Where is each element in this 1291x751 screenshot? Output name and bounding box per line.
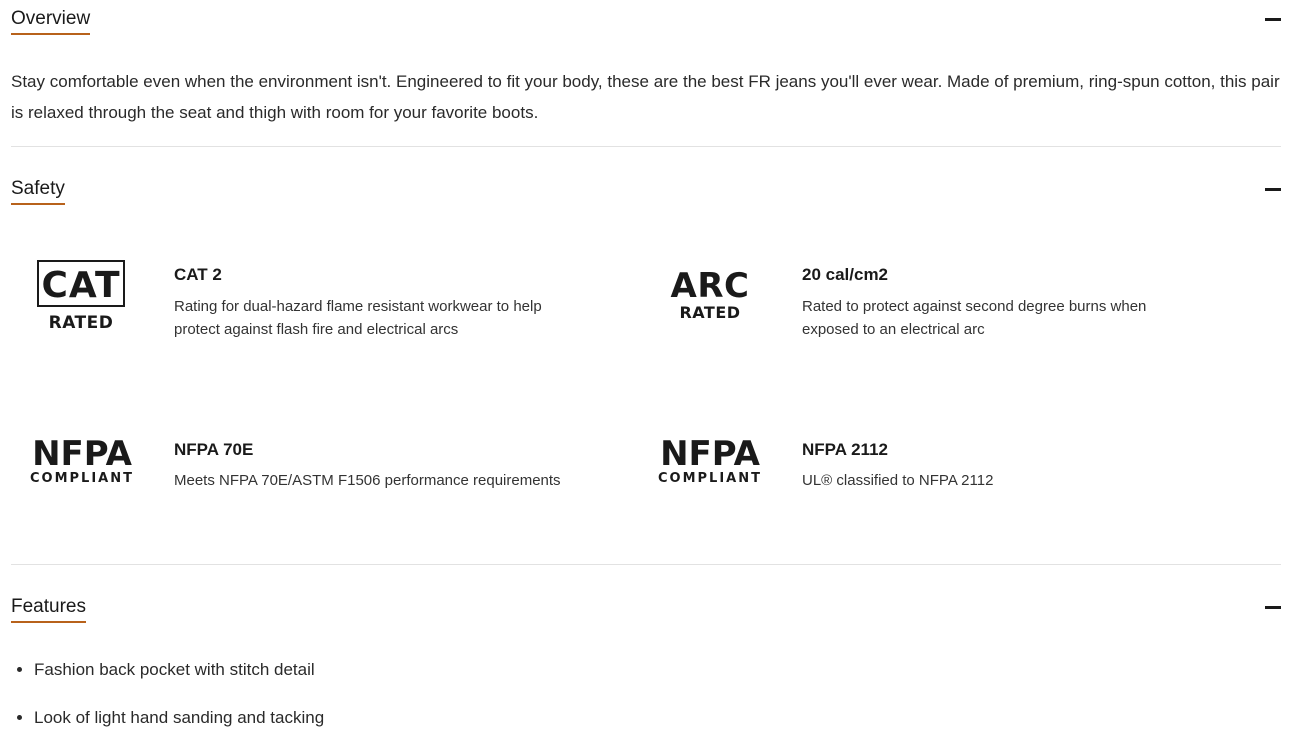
badge-top-text: NFPA: [32, 434, 132, 474]
safety-item-title: 20 cal/cm2: [802, 265, 889, 284]
divider: [11, 146, 1281, 147]
badge-top-text: CAT: [37, 260, 125, 307]
features-list: [11, 654, 324, 750]
badge-bottom-text: RATED: [679, 303, 741, 322]
minus-icon[interactable]: [1265, 606, 1281, 609]
badge-bottom-text: COMPLIANT: [658, 471, 762, 486]
arc-rated-badge-icon: [670, 268, 750, 321]
badge-bottom-text: RATED: [48, 313, 114, 333]
badge-top-text: NFPA: [660, 434, 760, 474]
safety-item-title: NFPA 70E: [174, 440, 254, 459]
badge-bottom-text: COMPLIANT: [30, 471, 134, 486]
nfpa-compliant-badge-icon: [27, 436, 137, 486]
safety-item-description: Rating for dual-hazard flame resistant workwear to help protect against flash fire and electrical arcs: [174, 298, 542, 338]
safety-item-title: CAT 2: [174, 265, 222, 284]
safety-item-description: UL® classified to NFPA 2112: [802, 472, 994, 489]
overview-header[interactable]: [11, 4, 1281, 34]
features-header[interactable]: [11, 592, 1281, 622]
overview-title: Overview: [11, 8, 90, 35]
cat-rated-badge-icon: [37, 260, 125, 333]
list-item: • Look of light hand sanding and tacking: [34, 702, 324, 750]
divider: [11, 564, 1281, 565]
safety-item-description: Rated to protect against second degree burns when exposed to an electrical arc: [802, 298, 1147, 338]
safety-item-title: NFPA 2112: [802, 440, 888, 459]
badge-top-text: ARC: [670, 266, 750, 306]
safety-item-description: Meets NFPA 70E/ASTM F1506 performance requirements: [174, 472, 561, 489]
overview-text: Stay comfortable even when the environment isn't. Engineered to fit your body, these are the best FR jeans you'll ever wear. Made of premium, ring-spun cotton, this pair is relaxed through the seat and thigh with room for your favorite boots.: [11, 72, 1280, 122]
nfpa-compliant-badge-icon: [655, 436, 765, 486]
safety-header[interactable]: [11, 174, 1281, 204]
features-title: Features: [11, 596, 86, 623]
minus-icon[interactable]: [1265, 188, 1281, 191]
safety-title: Safety: [11, 178, 65, 205]
list-item: • Fashion back pocket with stitch detail: [34, 654, 324, 702]
minus-icon[interactable]: [1265, 18, 1281, 21]
